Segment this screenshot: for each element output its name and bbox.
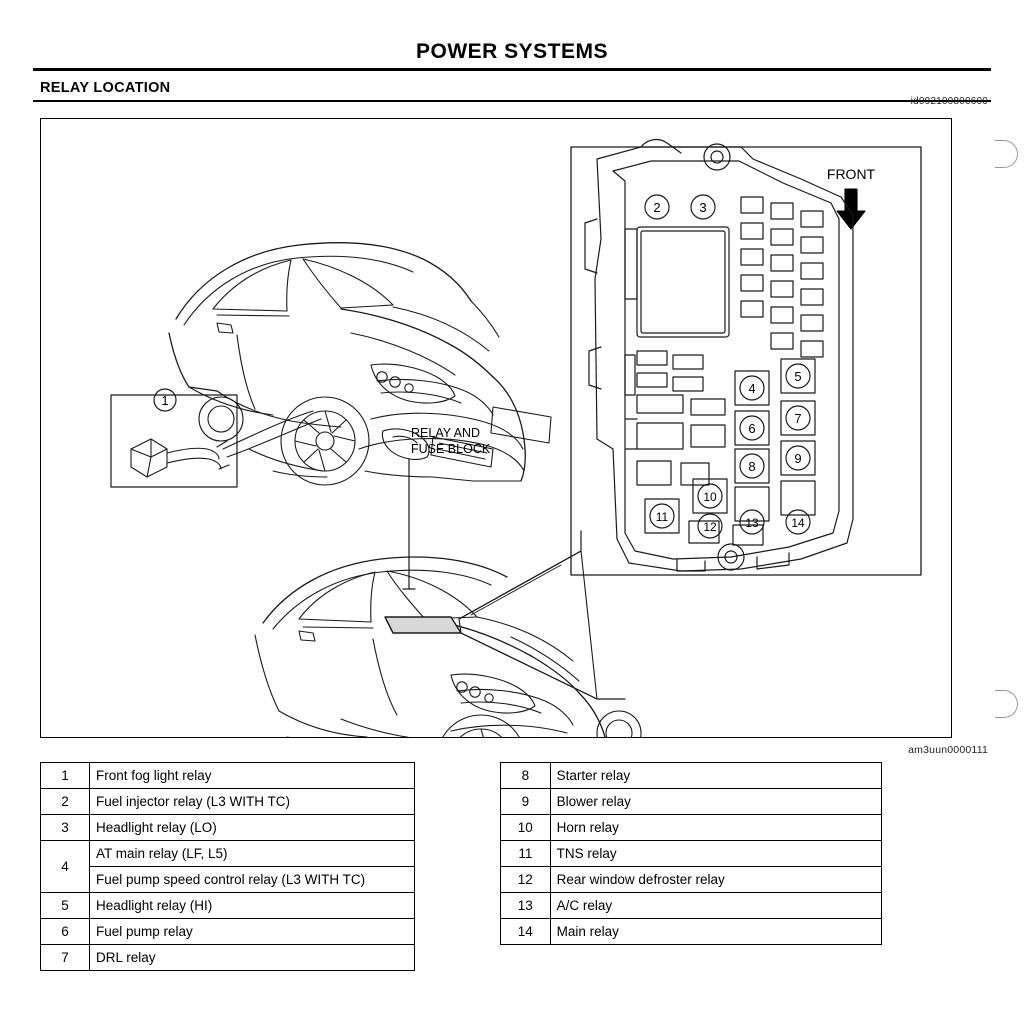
legend-description: Horn relay (550, 815, 881, 841)
page-edge-mark-bottom (995, 690, 1018, 718)
table-row (41, 815, 415, 841)
legend-number: 1 (41, 763, 90, 789)
table-row (41, 945, 415, 971)
legend-number: 10 (501, 815, 551, 841)
page-edge-mark-top (995, 140, 1018, 168)
svg-text:4: 4 (748, 381, 756, 396)
legend-number: 5 (41, 893, 90, 919)
front-direction-indicator (827, 166, 876, 229)
table-row (41, 919, 415, 945)
page-title: POWER SYSTEMS (415, 40, 609, 63)
vehicle-front-illustration-top (169, 243, 551, 485)
table-row (501, 815, 882, 841)
legend-number: 14 (501, 919, 551, 945)
figure-id-code: am3uun0000111 (908, 744, 988, 756)
svg-text:6: 6 (748, 421, 756, 436)
table-row (41, 867, 415, 893)
svg-text:7: 7 (794, 411, 802, 426)
table-row (501, 841, 882, 867)
legend-description: AT main relay (LF, L5) (89, 841, 414, 867)
relay-fuse-block-drawing (585, 140, 853, 571)
document-id-code: id092100800600 (910, 96, 988, 107)
legend-description: Front fog light relay (89, 763, 414, 789)
legend-description: Fuel pump relay (89, 919, 414, 945)
legend-description: Fuel injector relay (L3 WITH TC) (89, 789, 414, 815)
legend-description: Headlight relay (HI) (89, 893, 414, 919)
relay-location-figure (40, 118, 952, 738)
svg-text:11: 11 (655, 510, 669, 524)
fuse-block-leader (459, 531, 625, 699)
legend-number: 11 (501, 841, 551, 867)
legend-description: Blower relay (550, 789, 881, 815)
relay-fuse-block-label-line2: FUSE BLOCK (411, 442, 491, 456)
svg-text:10: 10 (703, 490, 717, 504)
legend-number: 7 (41, 945, 90, 971)
fuse-block-detail-box (571, 147, 921, 575)
svg-text:12: 12 (703, 520, 717, 534)
table-row (501, 867, 882, 893)
section-title: RELAY LOCATION (40, 80, 171, 96)
legend-number: 9 (501, 789, 551, 815)
table-row (41, 763, 415, 789)
table-row (501, 763, 882, 789)
svg-text:14: 14 (791, 516, 805, 530)
legend-description: TNS relay (550, 841, 881, 867)
fog-relay-callout-group (111, 389, 321, 487)
relay-legend-table-right (500, 762, 882, 945)
legend-description: Starter relay (550, 763, 881, 789)
legend-description: Fuel pump speed control relay (L3 WITH TC) (89, 867, 414, 893)
legend-number: 3 (41, 815, 90, 841)
callout-number-1: 1 (161, 393, 169, 408)
legend-description: DRL relay (89, 945, 414, 971)
svg-text:3: 3 (699, 200, 707, 215)
svg-text:13: 13 (745, 516, 759, 530)
legend-description: Rear window defroster relay (550, 867, 881, 893)
svg-text:5: 5 (794, 369, 802, 384)
legend-number: 8 (501, 763, 551, 789)
legend-description: Main relay (550, 919, 881, 945)
table-row (41, 789, 415, 815)
table-row (41, 841, 415, 867)
relay-legend-table-left (40, 762, 415, 971)
table-row (501, 893, 882, 919)
relay-fuse-block-label-group (403, 426, 491, 589)
table-row (501, 789, 882, 815)
relay-fuse-block-label-line1: RELAY AND (411, 426, 481, 440)
legend-number: 6 (41, 919, 90, 945)
legend-number: 2 (41, 789, 90, 815)
front-label: FRONT (826, 166, 876, 182)
svg-text:2: 2 (653, 200, 661, 215)
legend-number: 12 (501, 867, 551, 893)
svg-text:9: 9 (794, 451, 802, 466)
legend-description: Headlight relay (LO) (89, 815, 414, 841)
svg-text:8: 8 (748, 459, 756, 474)
title-divider (33, 68, 991, 71)
legend-number: 13 (501, 893, 551, 919)
section-divider (33, 100, 991, 102)
table-row (501, 919, 882, 945)
legend-number: 4 (41, 841, 90, 893)
table-row (41, 893, 415, 919)
legend-description: A/C relay (550, 893, 881, 919)
